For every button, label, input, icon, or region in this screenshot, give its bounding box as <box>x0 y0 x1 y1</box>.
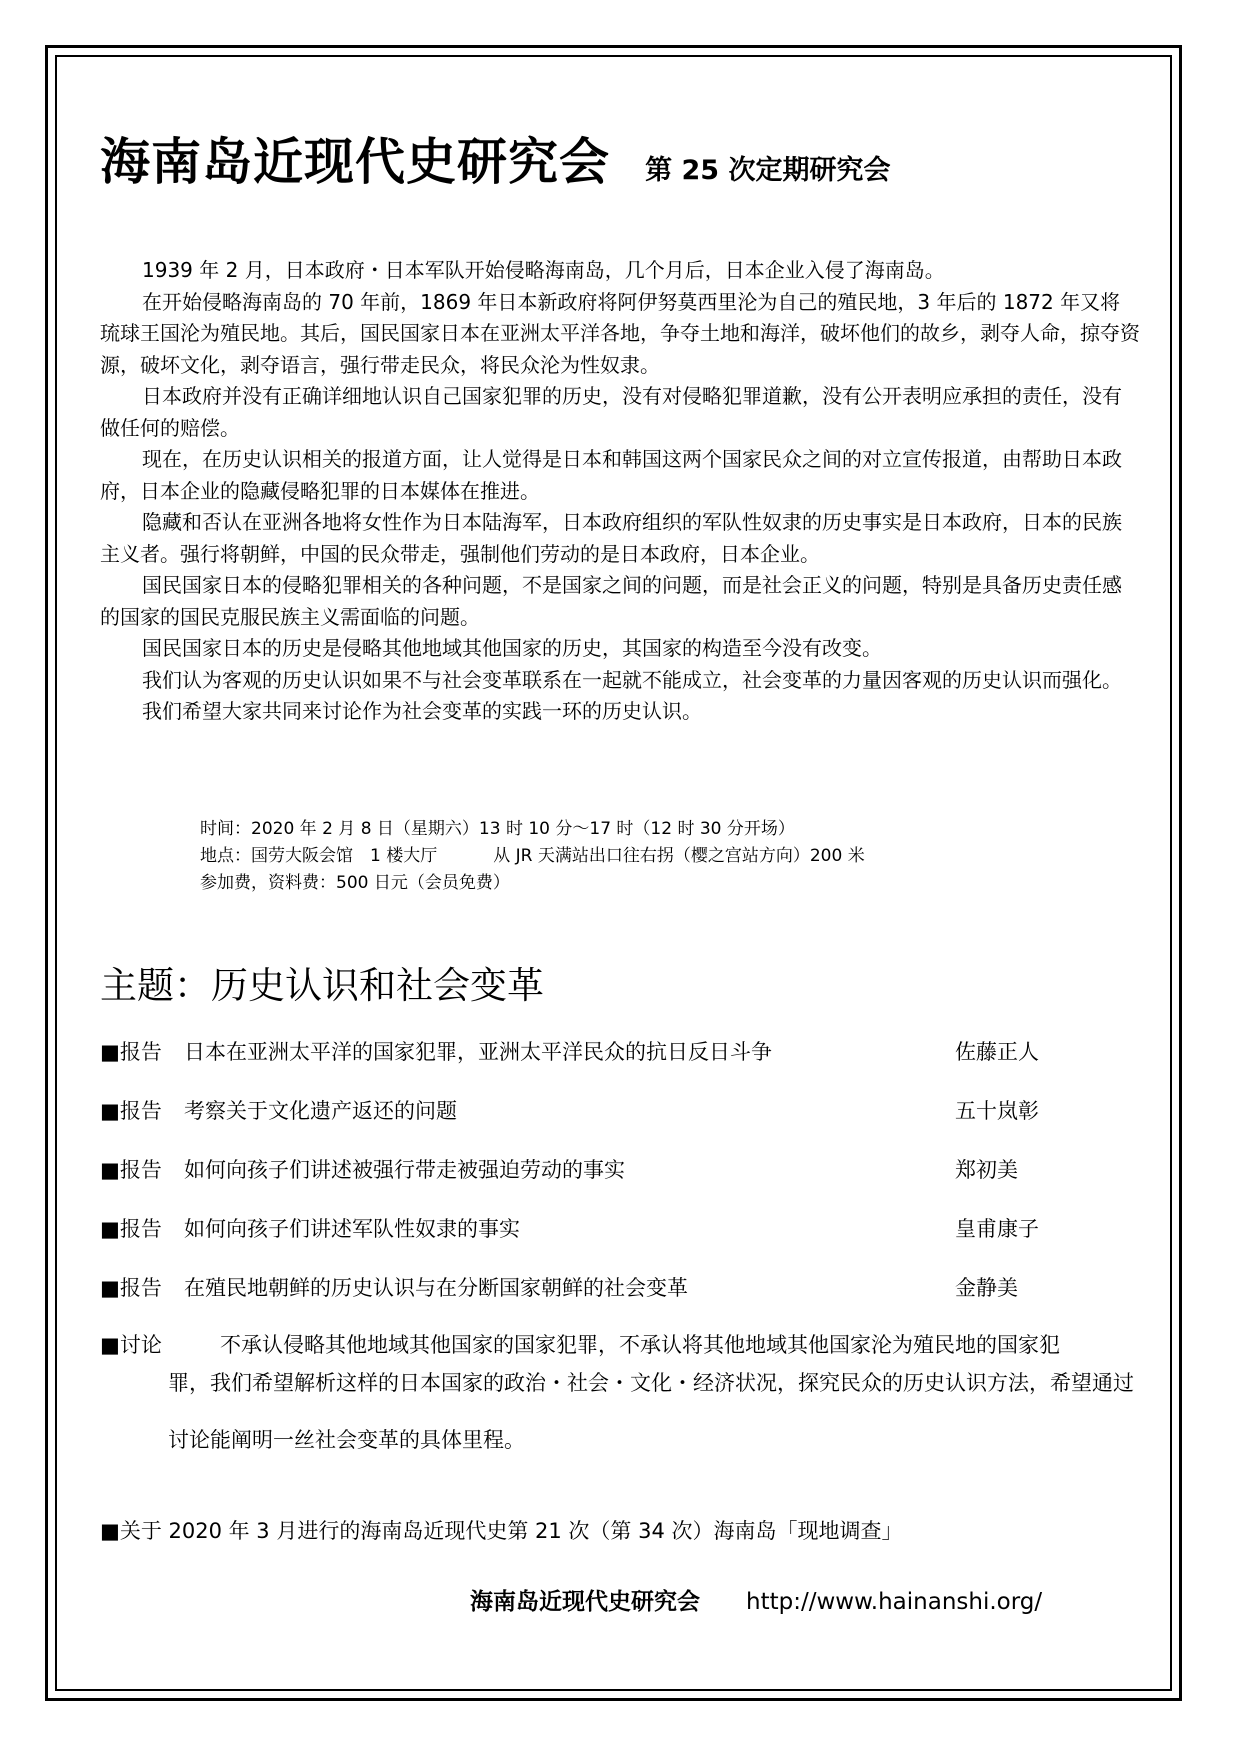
footer-org: 海南岛近现代史研究会 <box>470 1589 700 1615</box>
report-topic: 如何向孩子们讲述被强行带走被强迫劳动的事实 <box>184 1158 625 1182</box>
event-access: 从 JR 天满站出口往右拐（樱之宫站方向）200 米 <box>493 846 865 866</box>
footer-url[interactable]: http://www.hainanshi.org/ <box>746 1589 1043 1615</box>
discussion-section <box>100 1329 1150 1469</box>
discussion-continuation: 罪，我们希望解析这样的日本国家的政治・社会・文化・经济状况，探究民众的历史认识方法，希望通过讨论能阐明一丝社会变革的具体里程。 <box>168 1371 1134 1452</box>
intro-paragraph: 我们希望大家共同来讨论作为社会变革的实践一环的历史认识。 <box>142 699 702 723</box>
report-item <box>100 1036 1150 1095</box>
report-topic: 如何向孩子们讲述军队性奴隶的事实 <box>184 1217 520 1241</box>
intro-paragraph: 隐藏和否认在亚洲各地将女性作为日本陆海军，日本政府组织的军队性奴隶的历史事实是日本政府，日本的民族主义者。强行将朝鲜，中国的民众带走，强制他们劳动的是日本政府，日本企业。 <box>100 510 1122 566</box>
report-speaker: 郑初美 <box>955 1158 1018 1182</box>
intro-paragraph: 1939 年 2 月，日本政府・日本军队开始侵略海南岛，几个月后，日本企业入侵了海南岛。 <box>142 258 945 282</box>
field-survey-notice: ■关于 2020 年 3 月进行的海南岛近现代史第 21 次（第 34 次）海南岛「现地调查」 <box>100 1519 903 1543</box>
intro-paragraph: 我们认为客观的历史认识如果不与社会变革联系在一起就不能成立，社会变革的力量因客观的历史认识而强化。 <box>142 667 1122 692</box>
event-time: 时间：2020 年 2 月 8 日（星期六）13 时 10 分～17 时（12 时 30 分开场） <box>200 819 795 839</box>
report-item <box>100 1154 1150 1213</box>
report-item <box>100 1213 1150 1272</box>
event-info <box>200 816 865 897</box>
intro-paragraph: 国民国家日本的历史是侵略其他地域其他国家的历史，其国家的构造至今没有改变。 <box>142 636 882 660</box>
discussion-mark: ■讨论 <box>100 1333 162 1357</box>
event-place: 地点：国劳大阪会馆 1 楼大厅 <box>200 846 438 866</box>
intro-text <box>100 255 1140 728</box>
page-subtitle: 第 25 次定期研究会 <box>645 155 891 186</box>
report-speaker: 金静美 <box>955 1276 1018 1300</box>
report-speaker: 佐藤正人 <box>955 1040 1039 1064</box>
discussion-first-line: 不承认侵略其他地域其他国家的国家犯罪，不承认将其他地域其他国家沦为殖民地的国家犯 <box>220 1333 1060 1357</box>
report-list <box>100 1036 1150 1331</box>
event-fee: 参加费，资料费：500 日元（会员免费） <box>200 873 510 893</box>
header <box>100 122 890 194</box>
intro-paragraph: 现在，在历史认识相关的报道方面，让人觉得是日本和韩国这两个国家民众之间的对立宣传报道，由帮助日本政府，日本企业的隐藏侵略犯罪的日本媒体在推进。 <box>100 447 1122 503</box>
report-mark: ■报告 <box>100 1040 162 1064</box>
report-topic: 日本在亚洲太平洋的国家犯罪，亚洲太平洋民众的抗日反日斗争 <box>184 1040 772 1064</box>
report-mark: ■报告 <box>100 1217 162 1241</box>
report-item <box>100 1095 1150 1154</box>
intro-paragraph: 国民国家日本的侵略犯罪相关的各种问题，不是国家之间的问题，而是社会正义的问题，特别是具备历史责任感的国家的国民克服民族主义需面临的问题。 <box>100 573 1122 629</box>
theme-heading: 主题：历史认识和社会变革 <box>100 964 544 1007</box>
report-speaker: 皇甫康子 <box>955 1217 1039 1241</box>
footer <box>470 1583 1042 1616</box>
intro-paragraph: 日本政府并没有正确详细地认识自己国家犯罪的历史，没有对侵略犯罪道歉，没有公开表明应承担的责任，没有做任何的赔偿。 <box>100 384 1122 440</box>
report-topic: 考察关于文化遗产返还的问题 <box>184 1099 457 1123</box>
intro-paragraph: 在开始侵略海南岛的 70 年前，1869 年日本新政府将阿伊努莫西里沦为自己的殖民地，3 年后的 1872 年又将琉球王国沦为殖民地。其后，国民国家日本在亚洲太平洋各地，争夺土地和海洋，破坏他们的故乡，剥夺人命，掠夺资源，破坏文化，剥夺语言，强行带走民众，将民众沦为性奴隶。 <box>100 289 1140 377</box>
report-mark: ■报告 <box>100 1099 162 1123</box>
page-title: 海南岛近现代史研究会 <box>100 133 610 191</box>
report-mark: ■报告 <box>100 1276 162 1300</box>
report-mark: ■报告 <box>100 1158 162 1182</box>
report-speaker: 五十岚彰 <box>955 1099 1039 1123</box>
event-place-row <box>200 843 865 870</box>
report-topic: 在殖民地朝鲜的历史认识与在分断国家朝鲜的社会变革 <box>184 1276 688 1300</box>
report-item <box>100 1272 1150 1331</box>
